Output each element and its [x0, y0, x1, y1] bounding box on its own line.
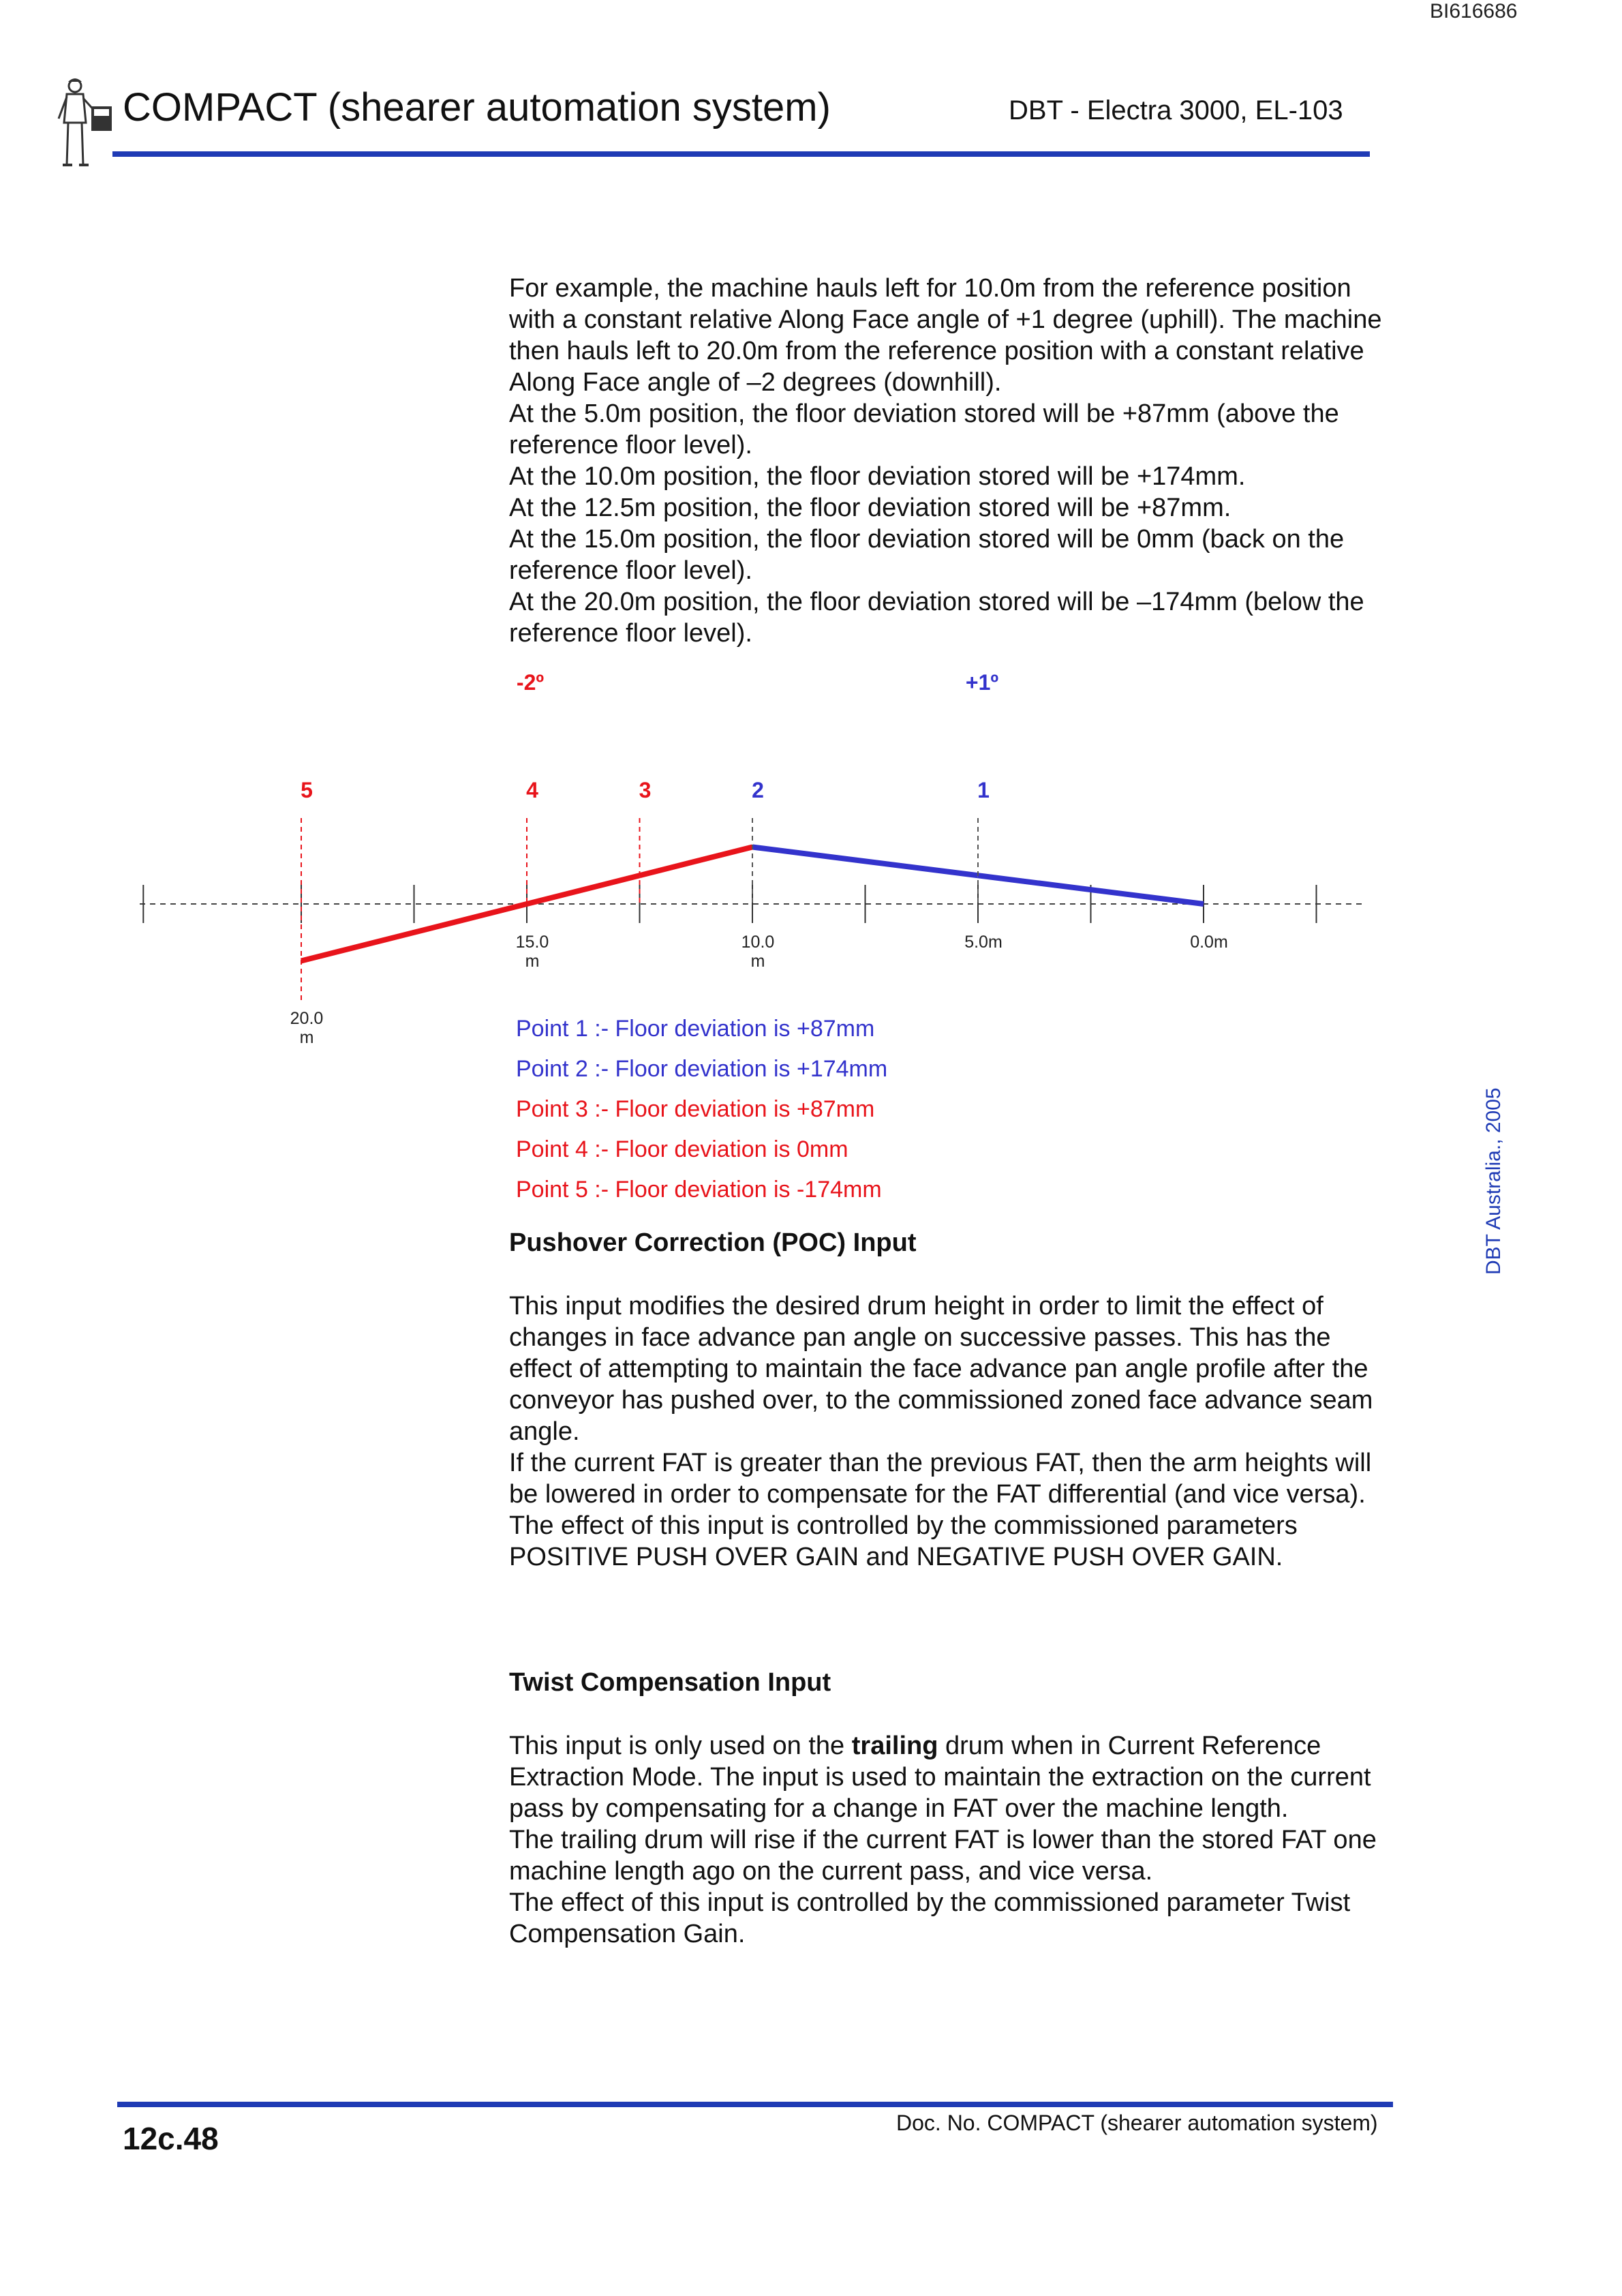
point-label: 2 [752, 778, 764, 802]
poc-paragraph: This input modifies the desired drum height in order to limit the effect of changes in face advance pan angle on successive passes. This has the effect of attempting to maintain the face advance pan angle profile after the conveyor has pushed over, to the commissioned zoned face advance seam angle. [509, 1292, 1373, 1446]
intro-paragraph: At the 20.0m position, the floor deviation stored will be –174mm (below the reference floor level). [509, 588, 1364, 648]
twist-bold-word: trailing [851, 1732, 938, 1760]
twist-text-start: This input is only used on the [509, 1732, 852, 1760]
twist-text [509, 1730, 1395, 1950]
intro-paragraph: At the 12.5m position, the floor deviation stored will be +87mm. [509, 494, 1231, 522]
point-label: 4 [526, 778, 538, 802]
legend-item-2: Point 2 :- Floor deviation is +174mm [516, 1056, 888, 1082]
floor-profile-segment [527, 875, 640, 904]
poc-paragraph: If the current FAT is greater than the previous FAT, then the arm heights will be lowered in order to compensate for the FAT differential (and vice versa). [509, 1449, 1372, 1509]
intro-paragraph: At the 10.0m position, the floor deviation stored will be +174mm. [509, 462, 1246, 491]
header-rule [112, 151, 1370, 157]
miner-logo-icon [55, 74, 116, 169]
axis-label: 20.0 m [290, 1009, 324, 1047]
intro-paragraph: For example, the machine hauls left for 10.0m from the reference position with a constant relative Along Face angle of +1 degree (uphill). The machine then hauls left to 20.0m from the reference position with a constant relative Along Face angle of –2 degrees (downhill). [509, 274, 1382, 397]
twist-paragraph: The trailing drum will rise if the current FAT is lower than the stored FAT one machine length ago on the current pass, and vice versa. [509, 1826, 1377, 1886]
poc-paragraph: The effect of this input is controlled by the commissioned parameters POSITIVE PUSH OVER GAIN and NEGATIVE PUSH OVER GAIN. [509, 1511, 1298, 1571]
twist-paragraph [509, 1730, 1395, 1824]
machine-name: DBT - Electra 3000, EL-103 [1009, 95, 1343, 125]
point-label: 5 [301, 778, 313, 802]
axis-label: 5.0m [964, 933, 1003, 952]
legend-item-1: Point 1 :- Floor deviation is +87mm [516, 1016, 875, 1042]
intro-text [509, 273, 1395, 649]
twist-text-end: drum when in Current Reference Extraction Mode. The input is used to maintain the extraction on the current pass by compensating for a change in FAT over the machine length. [509, 1732, 1371, 1823]
floor-deviation-diagram [0, 654, 1622, 1077]
poc-heading: Pushover Correction (POC) Input [509, 1228, 917, 1257]
axis-label: 10.0 m [741, 933, 775, 971]
legend-item-5: Point 5 :- Floor deviation is -174mm [516, 1177, 882, 1203]
point-label: 3 [639, 778, 652, 802]
footer-rule [117, 2102, 1393, 2107]
footer-doc-no: Doc. No. COMPACT (shearer automation system) [896, 2111, 1378, 2135]
axis-label: 0.0m [1190, 933, 1228, 952]
document-id: BI616686 [1430, 0, 1518, 22]
floor-profile-segment [640, 847, 753, 875]
page-title: COMPACT (shearer automation system) [123, 85, 831, 130]
intro-paragraph: At the 15.0m position, the floor deviation stored will be 0mm (back on the reference floor level). [509, 525, 1345, 585]
intro-paragraph: At the 5.0m position, the floor deviation stored will be +87mm (above the reference floor level). [509, 399, 1339, 459]
legend-item-4: Point 4 :- Floor deviation is 0mm [516, 1136, 848, 1162]
angle-label-left: -2º [516, 670, 545, 695]
legend-item-3: Point 3 :- Floor deviation is +87mm [516, 1096, 875, 1122]
axis-label: 15.0 m [515, 933, 549, 971]
poc-text [509, 1290, 1395, 1573]
angle-label-right: +1º [965, 670, 999, 695]
twist-paragraph: The effect of this input is controlled by the commissioned parameter Twist Compensation Gain. [509, 1888, 1351, 1948]
point-label: 1 [977, 778, 990, 802]
page-number: 12c.48 [123, 2121, 219, 2156]
side-copyright: DBT Australia., 2005 [1482, 1087, 1505, 1275]
floor-profile-segment [752, 847, 978, 875]
twist-heading: Twist Compensation Input [509, 1668, 831, 1697]
